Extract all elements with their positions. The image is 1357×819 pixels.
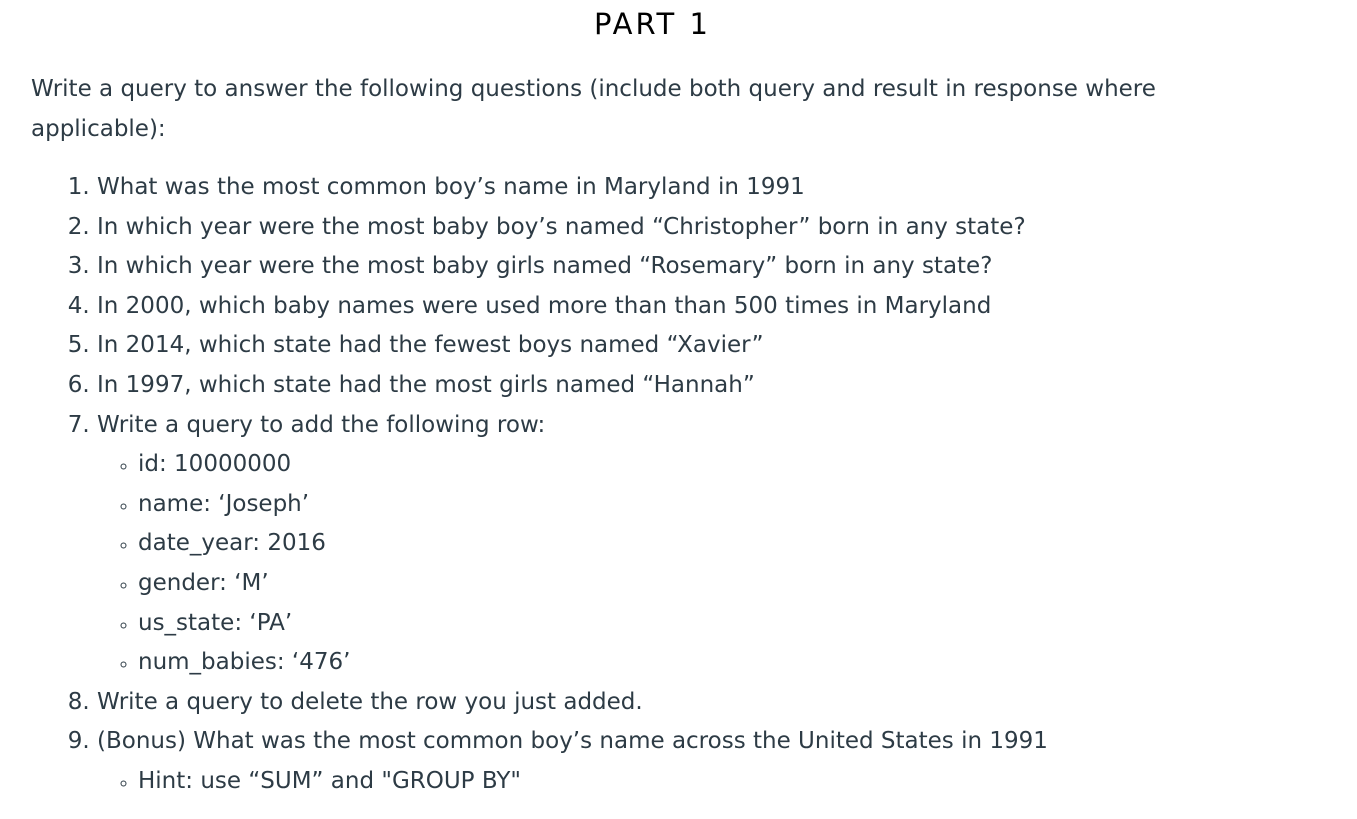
question-text: In which year were the most baby girls named “Rosemary” born in any state?	[97, 253, 993, 280]
question-item	[97, 683, 1048, 723]
question-text: Write a query to delete the row you just added.	[97, 688, 643, 715]
question-list	[0, 168, 1048, 802]
question-item	[97, 722, 1048, 801]
question-text: In 2000, which baby names were used more than than 500 times in Maryland	[97, 292, 992, 319]
question-item	[97, 287, 1048, 327]
question-item	[97, 326, 1048, 366]
question-text: Write a query to add the following row:	[97, 411, 546, 438]
row-field-item: ◦ us_state: ‘PA’	[138, 604, 1048, 644]
question-item	[97, 366, 1048, 406]
page-title: PART 1	[594, 7, 711, 41]
question-item	[97, 168, 1048, 208]
intro-text: Write a query to answer the following questions (include both query and result in response where applicable):	[31, 76, 1156, 142]
row-field-item: ◦ id: 10000000	[138, 445, 1048, 485]
row-field-list	[97, 445, 1048, 683]
question-text: (Bonus) What was the most common boy’s name across the United States in 1991	[97, 728, 1048, 755]
question-text: In 2014, which state had the fewest boys named “Xavier”	[97, 332, 764, 359]
row-field-item: ◦ num_babies: ‘476’	[138, 643, 1048, 683]
row-field-item: ◦ date_year: 2016	[138, 524, 1048, 564]
row-field-item: ◦ name: ‘Joseph’	[138, 485, 1048, 525]
question-text: In which year were the most baby boy’s named “Christopher” born in any state?	[97, 213, 1026, 240]
question-text: In 1997, which state had the most girls named “Hannah”	[97, 371, 755, 398]
question-item	[97, 406, 1048, 683]
question-text: What was the most common boy’s name in Maryland in 1991	[97, 174, 805, 200]
hint-item: ◦ Hint: use “SUM” and "GROUP BY"	[138, 762, 1048, 802]
hint-list	[97, 762, 1048, 802]
row-field-item: ◦ gender: ‘M’	[138, 564, 1048, 604]
question-item	[97, 208, 1048, 248]
question-item	[97, 247, 1048, 287]
